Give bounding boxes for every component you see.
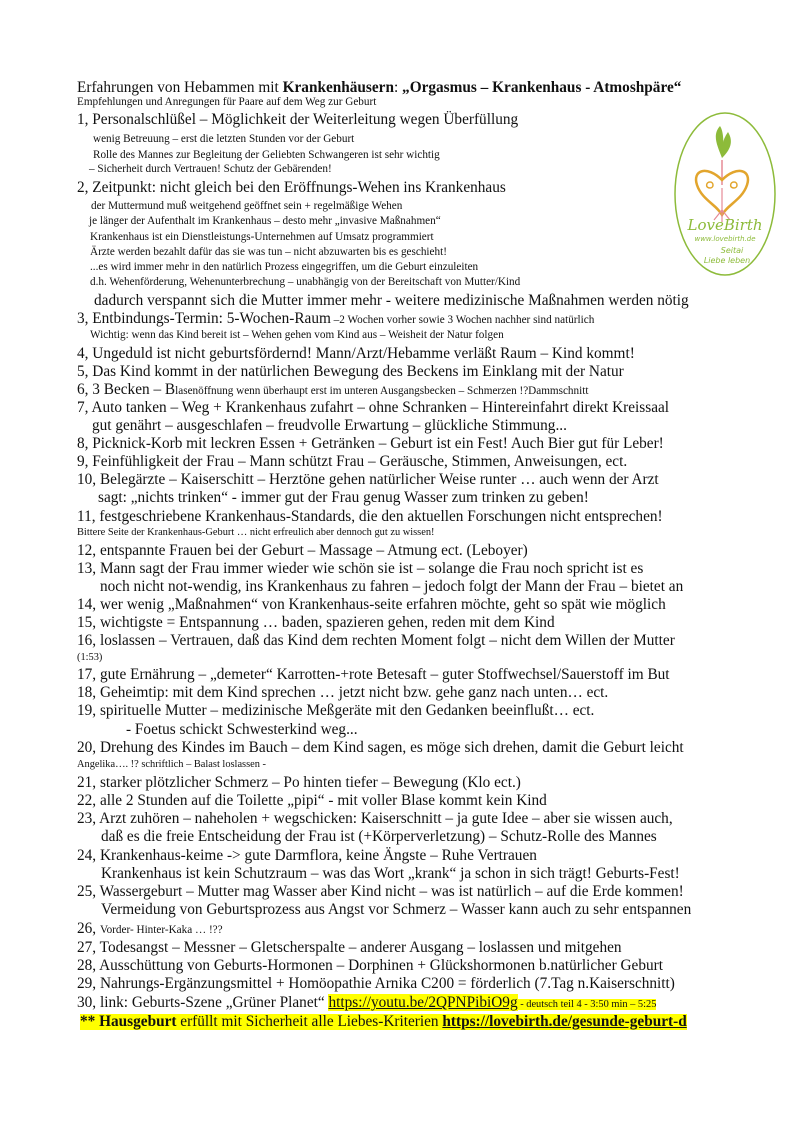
item-23-note-a: daß es die freie Entscheidung der Frau ist (+Körperverletzung) – Schutz-Rolle des Mannes	[101, 828, 657, 845]
item-7: 7, Auto tanken – Weg + Krankenhaus zufahrt – ohne Schranken – Hintereinfahrt direkt Kreissaal	[77, 399, 670, 416]
youtube-link[interactable]: https://youtu.be/2QPNPibiO9g	[328, 994, 518, 1011]
item-2-note-g: dadurch verspannt sich die Mutter immer mehr - weitere medizinische Maßnahmen werden nötig	[94, 292, 689, 309]
item-8: 8, Picknick-Korb mit leckren Essen + Getränken – Geburt ist ein Fest! Auch Bier gut für Leber!	[77, 435, 664, 452]
item-24: 24, Krankenhaus-keime -> gute Darmflora, keine Ängste – Ruhe Vertrauen	[77, 847, 537, 864]
logo-tag-1: Seitai	[720, 246, 744, 255]
final-text: erfüllt mit Sicherheit alle Liebes-Kriterien	[176, 1013, 443, 1030]
item-10: 10, Belegärzte – Kaiserschitt – Herztöne gehen natürlicher Weise runter … auch wenn der Arzt	[77, 471, 659, 488]
item-11-note-a: Bittere Seite der Krankenhaus-Geburt … nicht erfreulich aber dennoch gut zu wissen!	[77, 527, 435, 538]
logo-url: www.lovebirth.de	[694, 235, 756, 243]
item-23: 23, Arzt zuhören – naheholen + wegschicken: Kaiserschnitt – ja gute Idee – aber sie wissen auch,	[77, 810, 673, 827]
item-2-note-d: Ärzte werden bezahlt dafür das sie was tun – nicht abzuwarten bis es geschieht!	[90, 246, 447, 258]
item-27: 27, Todesangst – Messner – Gletscherspalte – anderer Ausgang – loslassen und mitgehen	[77, 939, 622, 956]
item-1-note-b: Rolle des Mannes zur Begleitung der Geliebten Schwangeren ist sehr wichtig	[93, 149, 440, 161]
item-2-note-c: Krankenhaus ist ein Dienstleistungs-Unternehmen auf Umsatz programmiert	[90, 231, 434, 243]
item-3-note-a: Wichtig: wenn das Kind bereit ist – Wehen gehen vom Kind aus – Weisheit der Natur folgen	[90, 329, 504, 341]
item-9: 9, Feinfühligkeit der Frau – Mann schützt Frau – Geräusche, Stimmen, Anweisungen, ect.	[77, 453, 628, 470]
item-7-note-a: gut genährt – ausgeschlafen – freudvolle Erwartung – glückliche Stimmung...	[92, 417, 567, 434]
item-19-note-a: - Foetus schickt Schwesterkind weg...	[126, 721, 358, 738]
item-13: 13, Mann sagt der Frau immer wieder wie schön sie ist – solange die Frau noch spricht ist es	[77, 560, 644, 577]
item-1-note-a: wenig Betreuung – erst die letzten Stunden vor der Geburt	[93, 133, 355, 145]
final-line	[80, 1014, 687, 1030]
item-17: 17, gute Ernährung – „demeter“ Karrotten-+rote Betesaft – guter Stoffwechsel/Sauerstoff im But	[77, 666, 670, 683]
logo-name: LoveBirth	[687, 216, 763, 234]
item-20-note-a: Angelika…. !? schriftlich – Balast loslassen -	[77, 759, 267, 770]
item-25: 25, Wassergeburt – Mutter mag Wasser aber Kind nicht – was ist natürlich – auf die Erde kommen!	[77, 883, 684, 900]
item-10-note-a: sagt: „nichts trinken“ - immer gut der Frau genug Wasser zum trinken zu geben!	[98, 489, 589, 506]
item-29: 29, Nahrungs-Ergänzungsmittel + Homöopathie Arnika C200 = förderlich (7.Tag n.Kaiserschnitt)	[77, 975, 675, 992]
item-3	[77, 311, 594, 327]
final-stars: **	[80, 1013, 100, 1030]
item-12: 12, entspannte Frauen bei der Geburt – Massage – Atmung ect. (Leboyer)	[77, 542, 528, 559]
item-11: 11, festgeschriebene Krankenhaus-Standards, die den aktuellen Forschungen nicht entsprechen!	[77, 508, 663, 525]
item-2-note-f: d.h. Wehenförderung, Wehenunterbrechung – unabhängig von der Bereitschaft von Mutter/Kind	[90, 276, 521, 288]
item-18: 18, Geheimtip: mit dem Kind sprechen … jetzt nicht bzw. gehe ganz nach unten… ect.	[77, 684, 609, 701]
item-30	[77, 995, 656, 1011]
lovebirth-logo	[672, 110, 778, 278]
item-24-note-a: Krankenhaus ist kein Schutzraum – was das Wort „krank“ ja schon in sich trägt! Geburts-Fest!	[101, 865, 680, 882]
subtitle: Empfehlungen und Anregungen für Paare auf dem Weg zur Geburt	[77, 96, 377, 108]
item-16: 16, loslassen – Vertrauen, daß das Kind dem rechten Moment folgt – nicht dem Willen der Mutter	[77, 632, 675, 649]
item-4: 4, Ungeduld ist nicht geburtsfördernd! Mann/Arzt/Hebamme verläßt Raum – Kind kommt!	[77, 345, 635, 362]
item-5: 5, Das Kind kommt in der natürlichen Bewegung des Beckens im Einklang mit der Natur	[77, 363, 624, 380]
item-25-note-a: Vermeidung von Geburtsprozess aus Angst vor Schmerz – Wasser kann auch zu sehr entspannen	[101, 901, 692, 918]
final-bold-hausgeburt: Hausgeburt	[99, 1013, 177, 1030]
lovebirth-logo-graphic	[672, 110, 778, 278]
item-26	[77, 921, 223, 937]
item-2: 2, Zeitpunkt: nicht gleich bei den Eröffnungs-Wehen ins Krankenhaus	[77, 179, 506, 196]
item-16-note-a: (1:53)	[77, 652, 103, 663]
item-1: 1, Personalschlüßel – Möglichkeit der Weiterleitung wegen Überfüllung	[77, 111, 519, 128]
title-bold-krankenhaeusern: Krankenhäusern	[282, 79, 394, 96]
title-prefix: Erfahrungen von Hebammen mit	[77, 79, 283, 96]
item-15: 15, wichtigste = Entspannung … baden, spazieren gehen, reden mit dem Kind	[77, 614, 555, 631]
item-28: 28, Ausschüttung von Geburts-Hormonen – Dorphinen + Glückshormonen b.natürlicher Geburt	[77, 957, 663, 974]
item-6	[77, 382, 588, 398]
item-3-main: 3, Entbindungs-Termin: 5-Wochen-Raum	[77, 310, 331, 327]
item-22: 22, alle 2 Stunden auf die Toilette „pipi“ - mit voller Blase kommt kein Kind	[77, 792, 547, 809]
logo-tag-2: Liebe leben	[703, 256, 751, 265]
item-30-main: 30, link: Geburts-Szene „Grüner Planet“	[77, 994, 329, 1011]
item-3-small: –2 Wochen vorher sowie 3 Wochen nachher sind natürlich	[330, 314, 595, 326]
item-2-note-a: der Muttermund muß weitgehend geöffnet sein + regelmäßige Wehen	[91, 200, 403, 212]
item-20: 20, Drehung des Kindes im Bauch – dem Kind sagen, es möge sich drehen, damit die Geburt leicht	[77, 739, 684, 756]
item-26-small: Vorder- Hinter-Kaka … !??	[99, 924, 223, 936]
item-26-main: 26,	[77, 920, 100, 937]
item-13-note-a: noch nicht not-wendig, ins Krankenhaus zu fahren – jedoch folgt der Mann der Frau – bietet an	[100, 578, 684, 595]
item-21: 21, starker plötzlicher Schmerz – Po hinten tiefer – Bewegung (Klo ect.)	[77, 774, 521, 791]
item-2-note-b: je länger der Aufenthalt im Krankenhaus – desto mehr „invasive Maßnahmen“	[89, 215, 441, 227]
item-6-main: 6, 3 Becken – B	[77, 381, 176, 398]
item-19: 19, spirituelle Mutter – medizinische Meßgeräte mit den Gedanken beeinflußt… ect.	[77, 702, 595, 719]
item-1-note-c: – Sicherheit durch Vertrauen! Schutz der Gebärenden!	[89, 163, 332, 175]
title-bold-motto: „Orgasmus – Krankenhaus - Atmoshpäre“	[402, 79, 682, 96]
lovebirth-link[interactable]: https://lovebirth.de/gesunde-geburt-d	[442, 1013, 687, 1030]
item-6-small: lasenöffnung wenn überhaupt erst im unteren Ausgangsbecken – Schmerzen !?Dammschnitt	[175, 385, 589, 397]
page-title	[77, 80, 681, 96]
item-2-note-e: ...es wird immer mehr in den natürlich Prozess eingegriffen, um die Geburt einzuleiten	[90, 261, 479, 273]
item-14: 14, wer wenig „Maßnahmen“ von Krankenhaus-seite erfahren möchte, geht so spät wie möglich	[77, 596, 666, 613]
item-30-small: - deutsch teil 4 - 3:50 min – 5:25	[517, 999, 657, 1010]
title-colon: :	[393, 79, 403, 96]
